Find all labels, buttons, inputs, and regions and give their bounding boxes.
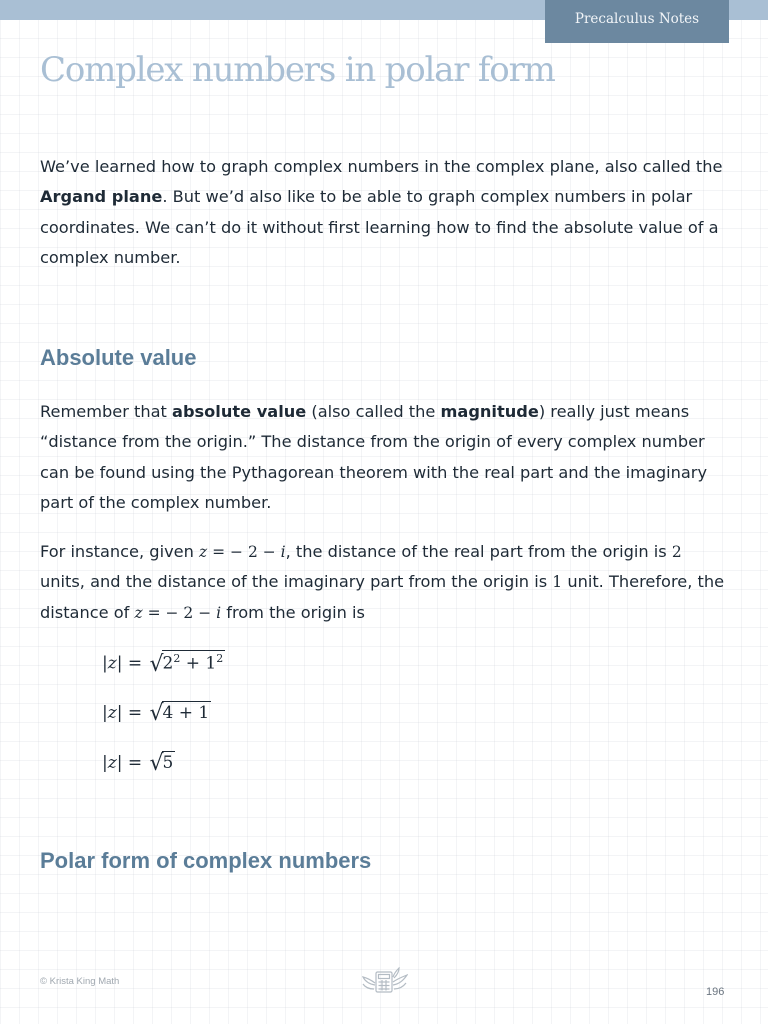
inline-math-z-2: z = − 2 − i: [134, 603, 222, 622]
header-tab-label: Precalculus Notes: [574, 11, 700, 27]
example-text-2: , the distance of the real part from the origin is: [285, 542, 672, 561]
page-title: Complex numbers in polar form: [40, 50, 555, 90]
term-argand-plane: Argand plane: [40, 187, 163, 207]
inline-math-2: 2: [671, 543, 682, 561]
calculator-logo-icon: [362, 967, 408, 995]
absolute-value-paragraph: [40, 397, 728, 518]
inline-math-z: z = − 2 − i: [199, 543, 286, 561]
page-number: 196: [706, 986, 725, 998]
header-tab: [545, 0, 729, 43]
term-absolute-value: absolute value: [172, 402, 307, 421]
abs-text-3: ) really just means “distance from the origin.” The distance from the origin of every complex number can be found using the Pythagorean theorem with the real part and the imaginary part of the complex number.: [40, 402, 708, 512]
sqrt-icon: √: [149, 751, 164, 776]
section-heading-polar-form: Polar form of complex numbers: [40, 848, 372, 873]
sqrt-icon: √: [149, 651, 164, 677]
inline-math-1: 1: [552, 573, 563, 592]
intro-text-2: . But we’d also like to be able to graph complex numbers in polar coordinates. We can’t do it without first learning how to find the absolute value of a complex number.: [40, 187, 719, 267]
sqrt-icon: √: [149, 701, 164, 726]
example-text-4: unit. Therefore, the distance of: [40, 572, 725, 622]
equation-2: |z| = √4 + 1: [102, 701, 210, 726]
intro-paragraph: [40, 152, 728, 273]
abs-text-2: (also called the: [306, 402, 441, 421]
example-text-5: from the origin is: [221, 602, 365, 622]
term-magnitude: magnitude: [440, 402, 539, 421]
abs-text-1: Remember that: [40, 402, 173, 421]
section-heading-absolute-value: Absolute value: [40, 345, 197, 370]
equation-3: |z| = √5: [102, 751, 174, 776]
example-paragraph: [40, 537, 728, 628]
intro-text-1: We’ve learned how to graph complex numbers in the complex plane, also called the: [40, 157, 723, 176]
equation-1: $|z| = √2^2 + 1^2$: [102, 651, 224, 677]
example-text-3: units, and the distance of the imaginary part from the origin is: [40, 572, 553, 592]
example-text-1: For instance, given: [40, 542, 200, 561]
footer-copyright: © Krista King Math: [40, 976, 120, 987]
